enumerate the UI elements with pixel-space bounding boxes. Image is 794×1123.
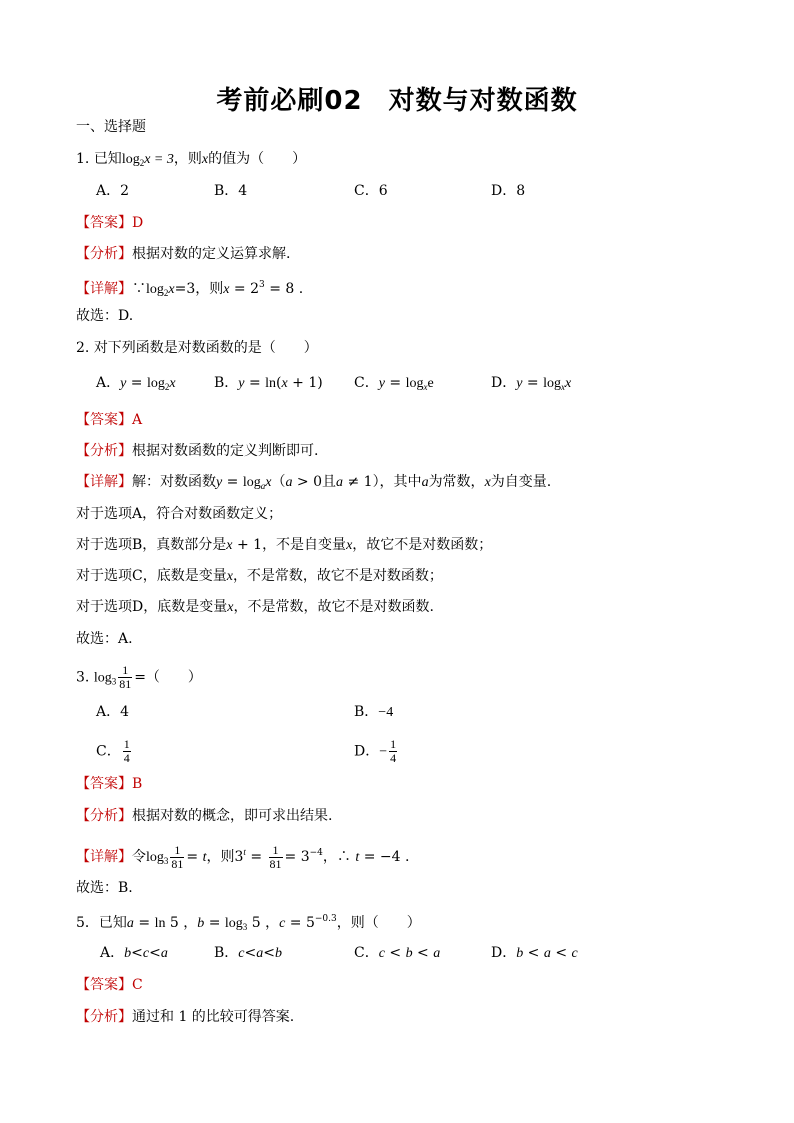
q1-option-c: C．6 [354,183,388,199]
q1-analysis: 【分析】根据对数的定义运算求解. [76,246,291,262]
title-right: 对数与对数函数 [388,86,578,116]
q3-option-a: A．4 [96,704,130,720]
q3-detail: 【详解】令$\log_3$ $\frac{1}{81}$ = t，则$3^t$ = $\frac{1}{81}$ = $3^{-4}$，∴ t = −4 . [76,842,410,871]
q2-choose: 故选：A. [76,631,133,647]
q3-answer: 【答案】B [76,776,143,792]
q2-detail: 【详解】解：对数函数$y = \log_ax(a > 0$且a ≠ 1），其中a为常数，x为自变量. [76,474,552,491]
question-2-stem: 2. 对下列函数是对数函数的是（ ） [76,340,318,356]
question-3-stem: 3. $\log_3$ $\frac{1}{81}$ =（ ） [76,663,202,691]
q2-line-d: 对于选项D，底数是变量x，不是常数，故它不是对数函数. [76,599,434,615]
q2-line-a: 对于选项A，符合对数函数定义； [76,506,283,522]
q5-analysis: 【分析】通过和 1 的比较可得答案. [76,1009,295,1025]
q5-option-d: D．b < a < c [491,945,578,961]
q5-option-c: C．c < b < a [354,945,441,961]
q3-choose: 故选：B. [76,880,133,896]
q1-option-a: A．2 [96,183,130,199]
q2-option-d: D．$y = \log_xx$ [491,375,572,392]
q3-analysis: 【分析】根据对数的概念，即可求出结果. [76,808,333,824]
q3-option-c: C． $\frac{1}{4}$ [96,737,130,765]
q2-answer: 【答案】A [76,412,143,428]
q2-line-c: 对于选项C，底数是变量x，不是常数，故它不是对数函数； [76,568,443,584]
q2-option-c: C．$y = \log_xe$ [354,375,434,392]
q1-answer: 【答案】D [76,215,144,231]
q2-analysis: 【分析】根据对数函数的定义判断即可. [76,443,319,459]
q2-option-b: B．y = ln(x + 1) [214,375,323,391]
question-5-stem: 5．已知a = ln 5 ，$b = \log_3 5$ ，$c = 5^{-0.3}$，则（ ） [76,914,421,932]
q1-option-d: D．8 [491,183,526,199]
q1-detail: 【详解】$\because\log_2x=3$，则$x = 2^3 = 8$ . [76,280,304,298]
page-title [0,80,794,117]
section-heading: 一、选择题 [76,119,146,135]
q5-answer: 【答案】C [76,977,143,993]
q5-option-a: A．b<c<a [100,945,168,961]
question-1-stem: 1. 已知$\log_2x = 3$，则x的值为（ ） [76,151,307,168]
q1-choose: 故选：D. [76,308,134,324]
q5-option-b: B．c<a<b [214,945,282,961]
q2-line-b: 对于选项B，真数部分是x + 1，不是自变量x，故它不是对数函数； [76,537,493,553]
q2-option-a: A．$y = \log_2x$ [96,375,176,392]
q3-option-b: B．−4 [354,704,394,720]
q1-option-b: B．4 [214,183,248,199]
title-left: 考前必刷02 [216,86,363,116]
q3-option-d: D．− $\frac{1}{4}$ [354,737,397,765]
